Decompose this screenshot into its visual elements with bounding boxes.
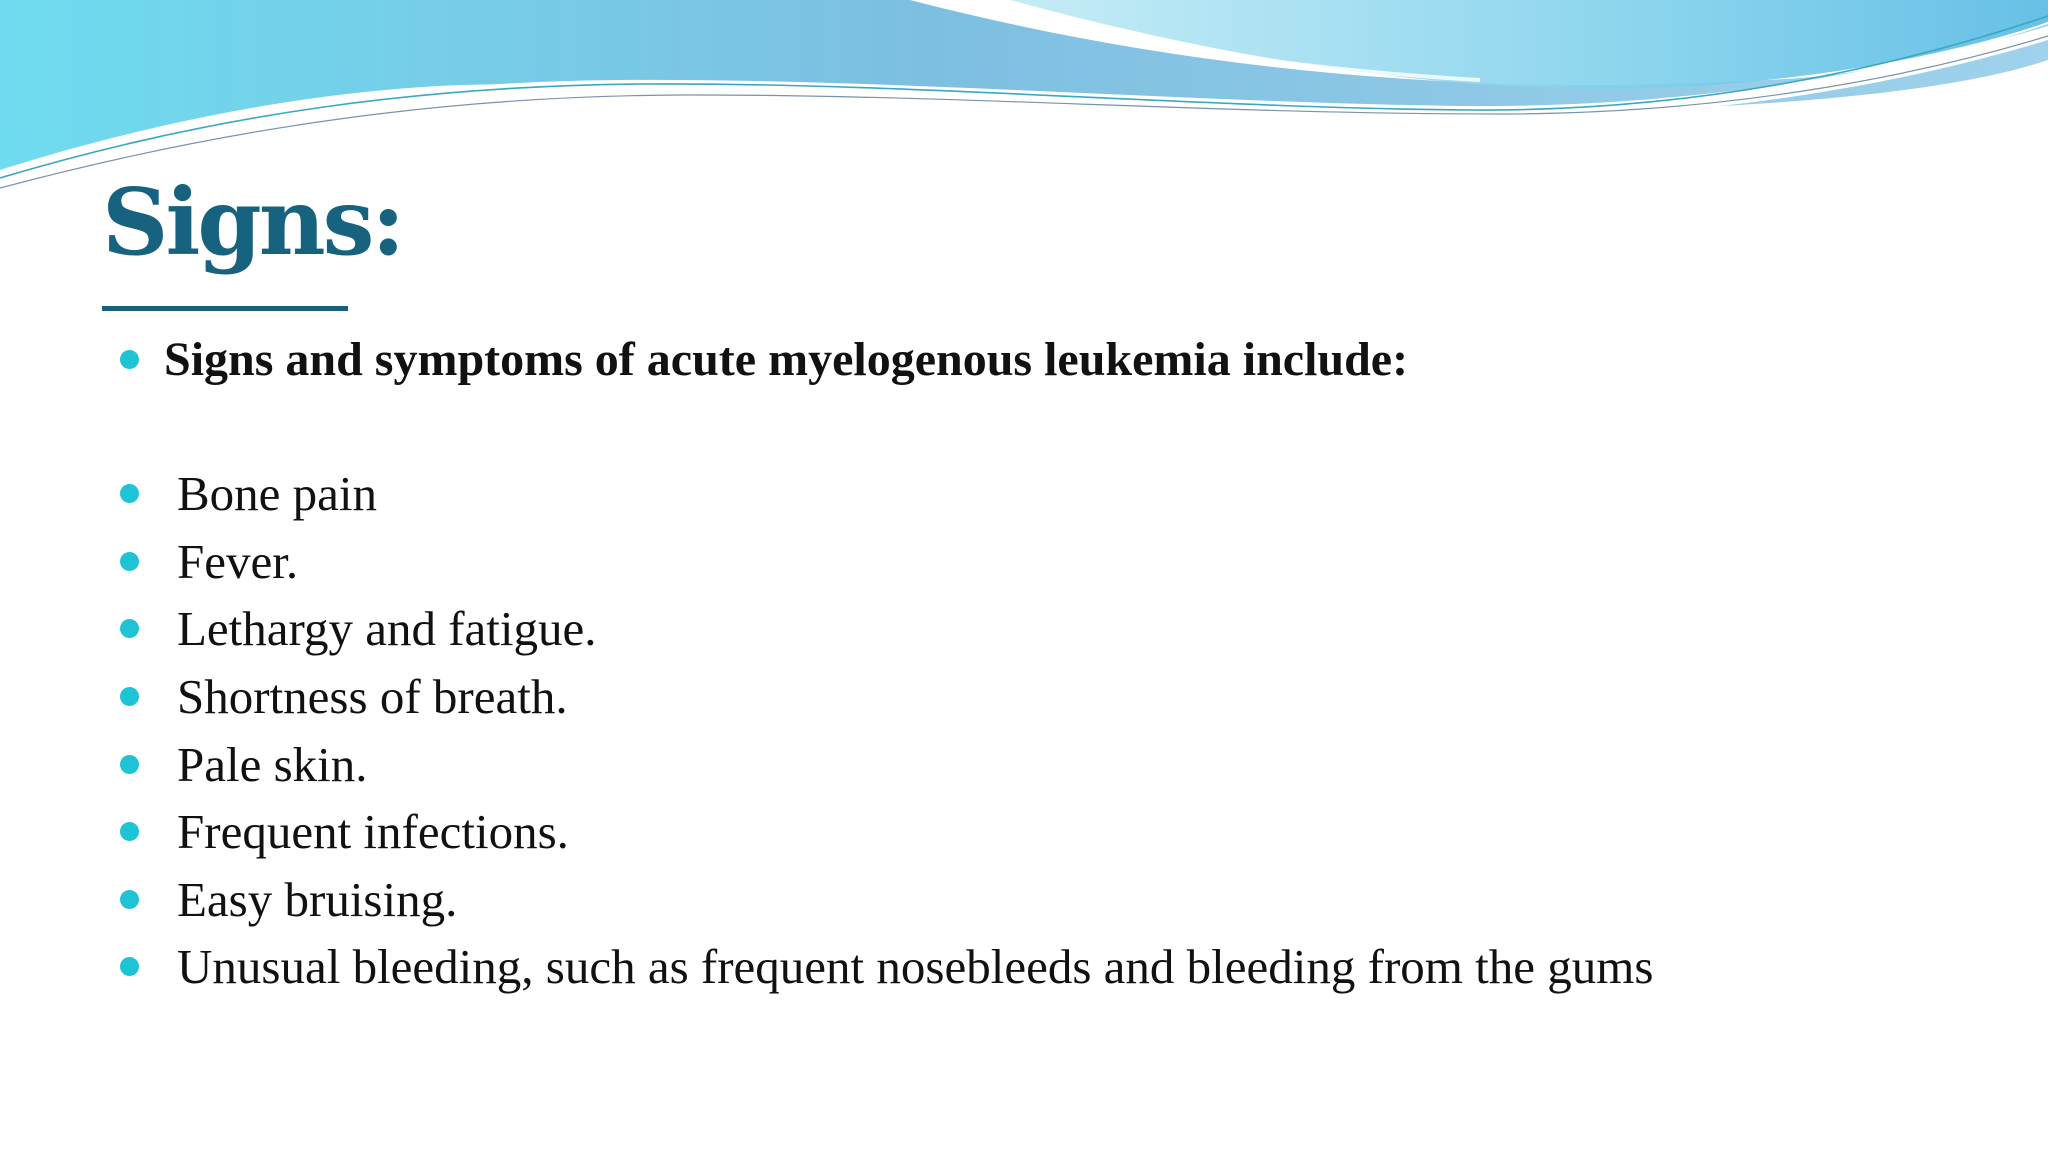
list-item	[120, 460, 1653, 528]
symptom-text: Lethargy and fatigue.	[177, 601, 597, 657]
bullet-icon	[120, 619, 139, 638]
list-item	[120, 663, 1653, 731]
symptom-text: Frequent infections.	[177, 804, 569, 860]
bullet-icon	[120, 350, 139, 369]
symptom-text: Pale skin.	[177, 736, 368, 792]
list-item	[120, 595, 1653, 663]
intro-text: Signs and symptoms of acute myelogenous leukemia include:	[164, 332, 1409, 386]
slide-title: Signs:	[102, 168, 403, 276]
bullet-icon	[120, 822, 139, 841]
intro-line	[120, 324, 1408, 394]
list-item	[120, 866, 1653, 934]
symptom-list	[120, 460, 1653, 1001]
bullet-icon	[120, 755, 139, 774]
symptom-text: Easy bruising.	[177, 871, 458, 927]
bullet-icon	[120, 484, 139, 503]
symptom-text: Shortness of breath.	[177, 669, 568, 725]
bullet-icon	[120, 957, 139, 976]
bullet-icon	[120, 890, 139, 909]
list-item	[120, 730, 1653, 798]
symptom-text: Bone pain	[177, 466, 378, 522]
symptom-text: Unusual bleeding, such as frequent nosebleeds and bleeding from the gums	[177, 939, 1654, 995]
list-item	[120, 933, 1653, 1001]
symptom-text: Fever.	[177, 533, 299, 589]
list-item	[120, 798, 1653, 866]
bullet-icon	[120, 687, 139, 706]
bullet-icon	[120, 552, 139, 571]
list-item	[120, 528, 1653, 596]
title-underline	[102, 306, 348, 311]
